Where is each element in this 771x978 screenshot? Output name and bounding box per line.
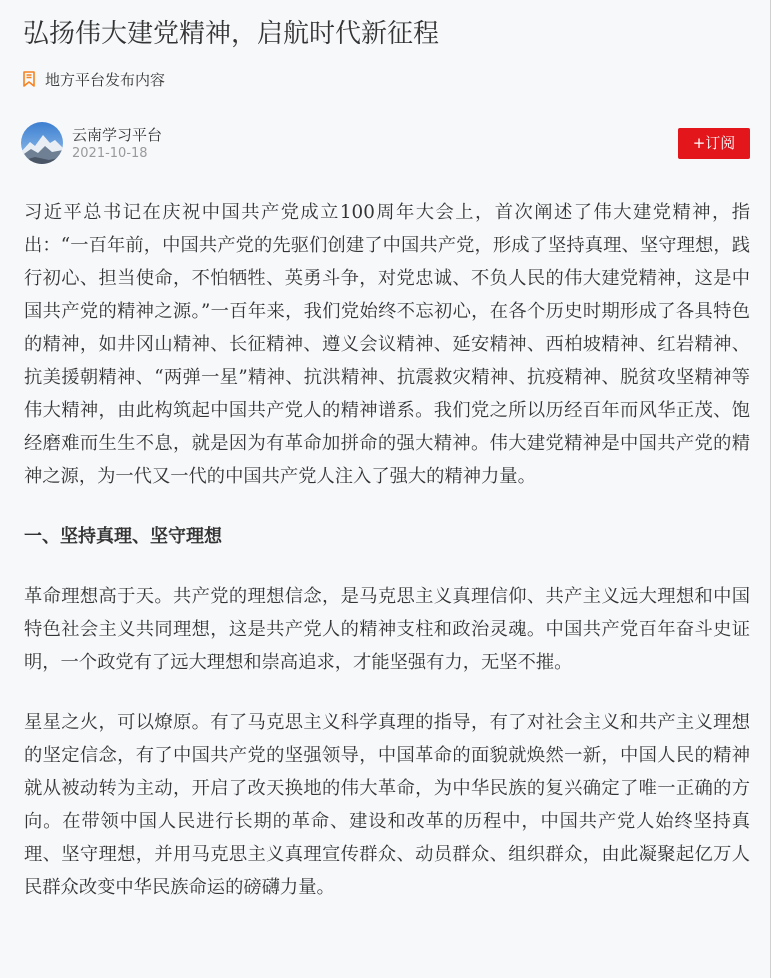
section-heading: 一、坚持真理、坚守理想 xyxy=(24,526,222,547)
article-body xyxy=(24,196,750,904)
source-row xyxy=(23,67,165,91)
source-label: 地方平台发布内容 xyxy=(45,70,166,89)
article-paragraph: 习近平总书记在庆祝中国共产党成立100周年大会上，首次阐述了伟大建党精神，指出：“一百年前，中国共产党的先驱们创建了中国共产党，形成了坚持真理、坚守理想，践行初心、担当使命，不怕牺牲、英勇斗争，对党忠诚、不负人民的伟大建党精神，这是中国共产党的精神之源。”一百年来，我们党始终不忘初心，在各个历史时期形成了各具特色的精神，如井冈山精神、长征精神、遵义会议精神、延安精神、西柏坡精神、红岩精神、抗美援朝精神、“两弹一星”精神、抗洪精神、抗震救灾精神、抗疫精神、脱贫攻坚精神等伟大精神，由此构筑起中国共产党人的精神谱系。我们党之所以历经百年而风华正茂、饱经磨难而生生不息，就是因为有革命加拼命的强大精神。伟大建党精神是中国共产党的精神之源，为一代又一代的中国共产党人注入了强大的精神力量。 xyxy=(24,202,750,487)
subscribe-button[interactable]: +订阅 xyxy=(678,128,750,159)
article-title: 弘扬伟大建党精神，启航时代新征程 xyxy=(23,19,440,49)
article-paragraph: 革命理想高于天。共产党的理想信念，是马克思主义真理信仰、共产主义远大理想和中国特色社会主义共同理想，这是共产党人的精神支柱和政治灵魂。中国共产党百年奋斗史证明，一个政党有了远大理想和崇高追求，才能坚强有力，无坚不摧。 xyxy=(24,586,750,673)
publish-date: 2021-10-18 xyxy=(72,146,148,161)
bookmark-icon xyxy=(23,71,35,87)
mountain-avatar-icon xyxy=(21,122,63,164)
article-paragraph: 星星之火，可以燎原。有了马克思主义科学真理的指导，有了对社会主义和共产主义理想的坚定信念，有了中国共产党的坚强领导，中国革命的面貌就焕然一新，中国人民的精神就从被动转为主动，开启了改天换地的伟大革命，为中华民族的复兴确定了唯一正确的方向。在带领中国人民进行长期的革命、建设和改革的历程中，中国共产党人始终坚持真理、坚守理想，并用马克思主义真理宣传群众、动员群众、组织群众，由此凝聚起亿万人民群众改变中华民族命运的磅礴力量。 xyxy=(24,712,750,898)
publisher-avatar[interactable] xyxy=(21,122,63,164)
publisher-name[interactable]: 云南学习平台 xyxy=(72,126,163,144)
